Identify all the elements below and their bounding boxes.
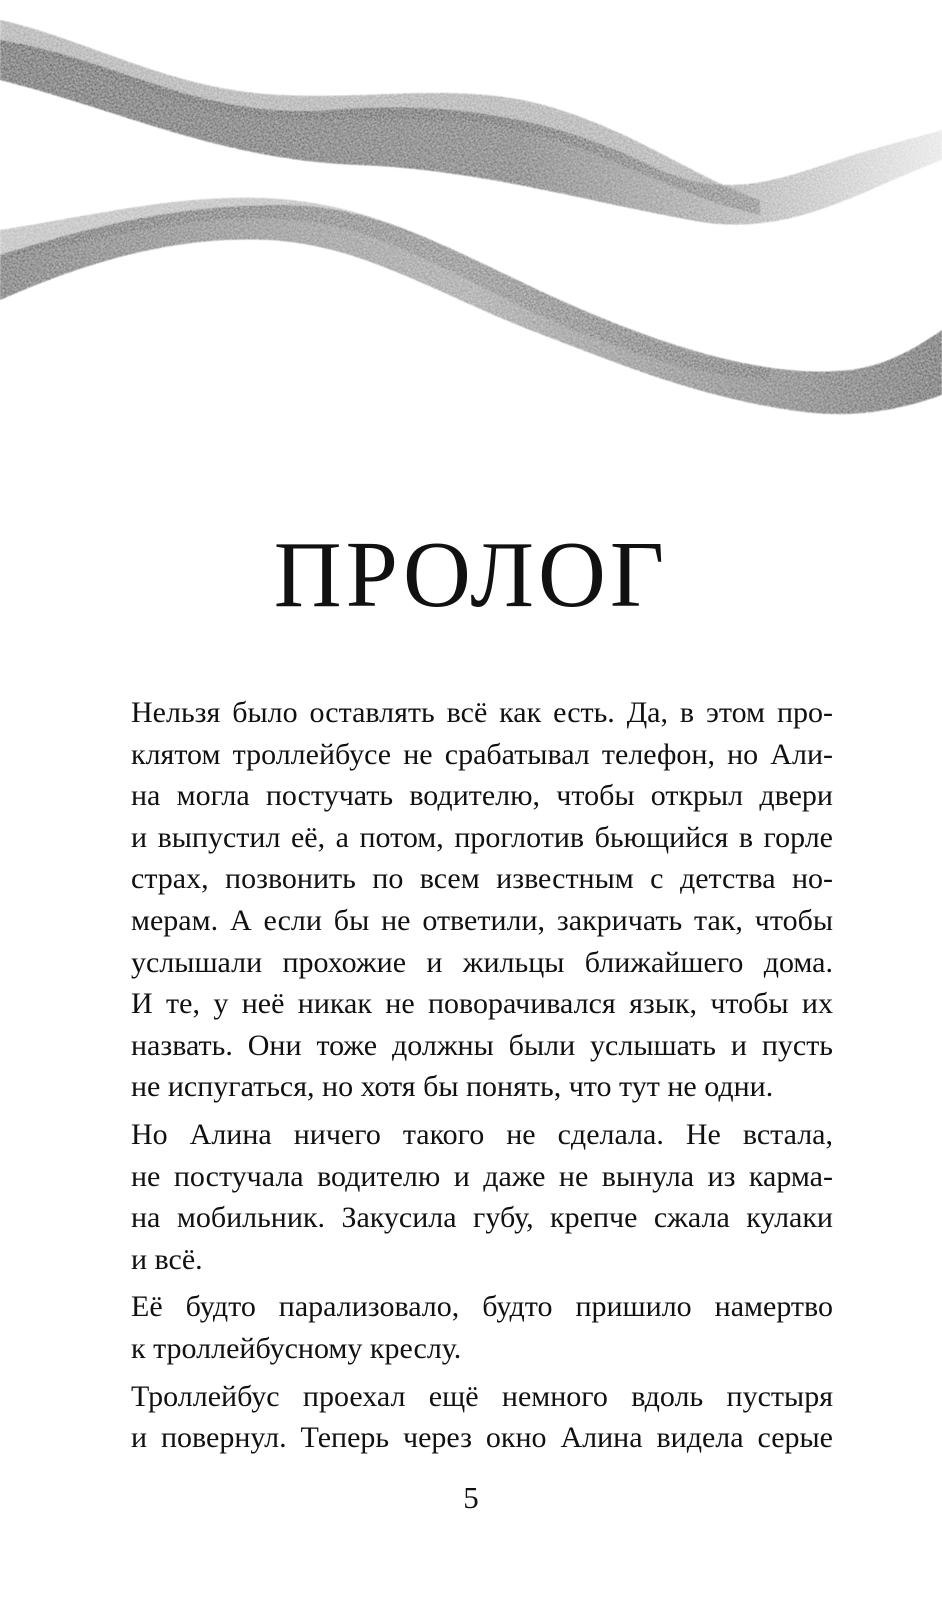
- text-line: Но Алина ничего такого не сделала. Не встала,: [131, 1117, 833, 1151]
- text-line: не испугаться, но хотя бы понять, что тут не одни.: [131, 1070, 774, 1104]
- text-line: назвать. Они тоже должны были услышать и пусть: [131, 1028, 833, 1062]
- lower-smoke-stroke: [0, 205, 942, 414]
- text-line: не постучала водителю и даже не вынула из карма-: [131, 1159, 833, 1193]
- lower-smoke-wisp: [0, 198, 770, 380]
- text-line: И те, у неё никак не поворачивался язык, чтобы их: [131, 987, 833, 1021]
- paragraph: [131, 1114, 833, 1280]
- text-line: на мобильник. Закусила губу, крепче сжала кулаки: [131, 1201, 833, 1235]
- paragraph: [131, 692, 833, 1108]
- text-line: и всё.: [131, 1242, 203, 1276]
- text-line: мерам. А если бы не ответили, закричать так, чтобы: [131, 903, 833, 937]
- text-line: Нельзя было оставлять всё как есть. Да, в этом про-: [131, 696, 833, 729]
- text-line: к троллейбусному креслу.: [131, 1331, 462, 1365]
- text-line: Троллейбус проехал ещё немного вдоль пустыря: [131, 1379, 833, 1413]
- text-line: страх, позвонить по всем известным с детства но-: [131, 862, 833, 896]
- text-line: клятом троллейбусе не срабатывал телефон, но Али-: [131, 737, 833, 771]
- text-line: Её будто парализовало, будто пришило намертво: [131, 1290, 833, 1324]
- smoke-ribbon-ornament: [0, 0, 942, 430]
- body-text: [131, 692, 833, 1459]
- chapter-title: ПРОЛОГ: [273, 523, 669, 627]
- paragraph: [131, 1286, 833, 1369]
- text-line: на могла постучать водителю, чтобы открыл двери: [131, 779, 833, 813]
- text-line: и выпустил её, а потом, проглотив бьющийся в горле: [131, 820, 833, 854]
- paragraph: [131, 1376, 833, 1459]
- text-line: и повернул. Теперь через окно Алина видела серые: [131, 1421, 833, 1455]
- page-number: 5: [463, 1480, 479, 1515]
- text-line: услышали прохожие и жильцы ближайшего дома.: [131, 945, 833, 979]
